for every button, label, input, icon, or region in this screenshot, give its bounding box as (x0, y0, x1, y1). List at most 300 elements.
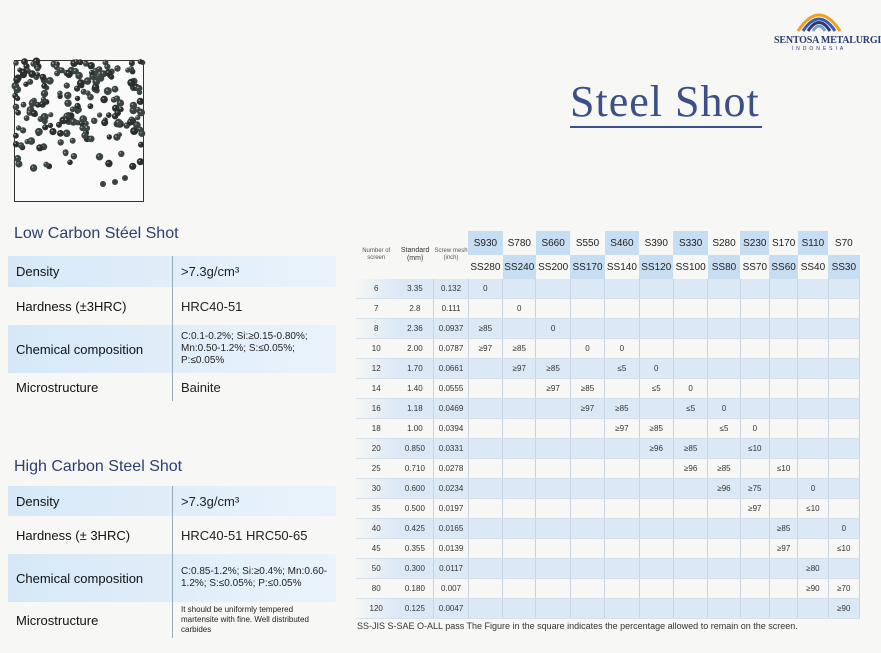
steel-ball-highlight (49, 113, 51, 115)
sieve-cell (740, 539, 769, 559)
jis-grade: SS30 (828, 255, 859, 279)
spec-value: HRC40-51 HRC50-65 (173, 516, 337, 554)
steel-ball-highlight (15, 78, 17, 80)
steel-ball-highlight (55, 72, 57, 74)
screen-number-cell: 10 (356, 339, 396, 359)
sieve-cell (769, 439, 797, 459)
sieve-cell: ≥97 (468, 339, 502, 359)
steel-ball (106, 112, 112, 118)
sieve-cell: 0.0139 (434, 539, 468, 559)
steel-ball-highlight (52, 62, 54, 64)
sieve-cell (503, 519, 536, 539)
sieve-cell (798, 359, 828, 379)
sieve-cell (798, 439, 828, 459)
screen-number-cell: 50 (356, 559, 396, 579)
sieve-cell (605, 519, 639, 539)
steel-ball-highlight (25, 116, 27, 118)
steel-ball (35, 72, 40, 77)
sieve-row (356, 499, 860, 519)
steel-ball-highlight (17, 126, 19, 128)
page-title: Steel Shot (570, 77, 760, 126)
sieve-cell (503, 579, 536, 599)
sieve-cell (570, 279, 604, 299)
sieve-cell (769, 299, 797, 319)
spec-row-hardness (8, 516, 336, 554)
steel-shot-photo (14, 60, 144, 202)
spec-row-density (8, 486, 336, 516)
sieve-row (356, 359, 860, 379)
sieve-cell (639, 339, 673, 359)
sieve-analysis-table (356, 231, 860, 619)
spec-row-hardness (8, 287, 336, 325)
steel-ball (40, 74, 47, 81)
steel-ball (89, 70, 94, 75)
steel-ball-highlight (58, 91, 60, 93)
steel-ball-highlight (136, 116, 138, 118)
sieve-cell (570, 419, 604, 439)
sieve-row (356, 479, 860, 499)
steel-ball-highlight (43, 126, 45, 128)
steel-ball-highlight (112, 98, 114, 100)
brand-sub: INDONESIA (791, 46, 847, 52)
sieve-cell (468, 539, 502, 559)
sieve-cell: 0 (673, 379, 707, 399)
sieve-cell (605, 379, 639, 399)
sieve-cell: ≥97 (605, 419, 639, 439)
steel-ball-highlight (115, 97, 117, 99)
sieve-cell: 0.0937 (434, 319, 468, 339)
steel-ball-highlight (14, 84, 16, 86)
sieve-row (356, 399, 860, 419)
steel-ball (49, 128, 56, 135)
screen-number-cell: 25 (356, 459, 396, 479)
sieve-cell: 0 (828, 519, 859, 539)
sieve-cell (769, 279, 797, 299)
sieve-cell (769, 319, 797, 339)
sieve-cell: 0 (605, 339, 639, 359)
sieve-cell (503, 379, 536, 399)
steel-ball-highlight (36, 67, 38, 69)
steel-ball-highlight (30, 72, 32, 74)
sieve-cell: 0 (798, 479, 828, 499)
steel-ball-highlight (84, 62, 86, 64)
screen-number-cell: 7 (356, 299, 396, 319)
spec-value: >7.3g/cm³ (173, 486, 337, 516)
steel-ball (30, 61, 36, 67)
steel-ball (127, 119, 134, 126)
sieve-cell (740, 299, 769, 319)
steel-ball-highlight (86, 126, 88, 128)
steel-ball-highlight (98, 155, 100, 157)
steel-ball (91, 118, 97, 124)
sieve-cell: 0.007 (434, 579, 468, 599)
steel-ball (27, 79, 33, 85)
steel-ball-highlight (102, 72, 104, 74)
sieve-cell (828, 499, 859, 519)
sieve-cell: ≤5 (673, 399, 707, 419)
sieve-cell (769, 379, 797, 399)
steel-ball (85, 126, 90, 131)
steel-ball-highlight (75, 87, 77, 89)
steel-ball-highlight (59, 132, 61, 134)
steel-ball-highlight (108, 135, 110, 137)
sieve-cell (769, 339, 797, 359)
sieve-cell (570, 559, 604, 579)
steel-ball (71, 153, 77, 159)
steel-ball-highlight (107, 162, 109, 164)
steel-ball-highlight (79, 81, 81, 83)
spec-label: Microstructure (16, 379, 99, 395)
steel-ball-highlight (95, 80, 97, 82)
steel-ball (75, 96, 80, 101)
sieve-cell (536, 279, 570, 299)
spec-row-chemical (8, 325, 336, 373)
shell-logo-icon (794, 5, 844, 35)
sentosa-logo (774, 5, 881, 57)
steel-ball (118, 151, 124, 157)
sieve-cell: 0.425 (396, 519, 433, 539)
sieve-cell (639, 459, 673, 479)
steel-ball-highlight (81, 117, 83, 119)
steel-ball-highlight (119, 108, 121, 110)
mesh-inch-header: Screw mesh (inch) (434, 248, 468, 261)
sieve-cell (798, 279, 828, 299)
sieve-cell (570, 319, 604, 339)
steel-ball-highlight (77, 74, 79, 76)
steel-ball (46, 77, 54, 85)
sieve-cell (503, 419, 536, 439)
low-carbon-title: Low Carbon Stéel Shot (14, 225, 179, 242)
steel-ball-highlight (59, 141, 61, 143)
steel-ball-highlight (139, 100, 141, 102)
steel-ball (64, 92, 71, 99)
steel-ball-highlight (82, 90, 84, 92)
steel-ball (128, 66, 134, 72)
sieve-cell (828, 479, 859, 499)
steel-ball-highlight (31, 62, 33, 64)
sieve-cell (673, 299, 707, 319)
sieve-cell (740, 359, 769, 379)
steel-ball (88, 103, 94, 109)
sieve-cell (503, 399, 536, 419)
sieve-cell (828, 299, 859, 319)
steel-ball (103, 60, 108, 65)
steel-ball-highlight (74, 69, 76, 71)
sieve-cell: ≤10 (740, 439, 769, 459)
steel-ball-highlight (94, 85, 96, 87)
sieve-cell (708, 439, 740, 459)
steel-ball (63, 130, 71, 138)
sieve-cell (639, 559, 673, 579)
steel-ball (133, 121, 141, 129)
sieve-cell: 0.0394 (434, 419, 468, 439)
sieve-cell: 0 (708, 399, 740, 419)
steel-ball (13, 104, 20, 111)
sieve-cell (468, 299, 502, 319)
steel-ball-highlight (68, 161, 70, 163)
sieve-cell (798, 379, 828, 399)
steel-ball-highlight (89, 64, 91, 66)
steel-ball (48, 112, 53, 117)
sieve-row (356, 539, 860, 559)
sieve-cell: 0.0047 (434, 599, 468, 619)
steel-ball-highlight (14, 134, 16, 136)
steel-ball (81, 132, 88, 139)
steel-ball (15, 160, 22, 167)
steel-ball-highlight (72, 154, 74, 156)
sieve-cell (828, 339, 859, 359)
steel-ball-highlight (72, 120, 74, 122)
steel-ball (70, 118, 78, 126)
sieve-cell (673, 519, 707, 539)
sieve-cell: 2.00 (396, 339, 433, 359)
screen-number-cell: 80 (356, 579, 396, 599)
sieve-cell (639, 499, 673, 519)
steel-ball (96, 153, 103, 160)
steel-ball (21, 102, 27, 108)
steel-ball-highlight (116, 67, 118, 69)
sieve-cell: ≥85 (605, 399, 639, 419)
sieve-cell: ≥97 (536, 379, 570, 399)
steel-ball (135, 85, 142, 92)
steel-ball-highlight (129, 67, 131, 69)
steel-ball-highlight (37, 130, 39, 132)
sieve-cell (503, 279, 536, 299)
spec-value: C:0.85-1.2%; Si:≥0.4%; Mn:0.60-1.2%; S:≤0.05%; P:≤0.05% (173, 554, 337, 602)
high-carbon-title: High Carbon Steel Shot (14, 458, 183, 475)
sieve-cell (639, 599, 673, 619)
sieve-cell: ≥85 (468, 319, 502, 339)
steel-ball (43, 162, 49, 168)
sieve-cell (468, 599, 502, 619)
screen-number-cell: 8 (356, 319, 396, 339)
saej-grade: S930 (468, 231, 502, 255)
spec-value: It should be uniformly tempered martensite with fine. Well distributed carbides (173, 602, 337, 638)
steel-ball (92, 83, 99, 90)
spec-value: C:0.1-0.2%; Si:≥0.15-0.80%; Mn:0.50-1.2%; S:≤0.05%; P:≤0.05% (173, 325, 337, 373)
steel-ball (65, 70, 72, 77)
sieve-cell (828, 559, 859, 579)
steel-ball (74, 59, 80, 65)
steel-ball-highlight (115, 135, 117, 137)
steel-ball (129, 163, 136, 170)
sieve-cell (605, 439, 639, 459)
steel-ball (138, 142, 144, 148)
steel-ball-highlight (65, 132, 67, 134)
sieve-row (356, 439, 860, 459)
steel-ball (100, 181, 106, 187)
steel-ball (88, 62, 95, 69)
sieve-cell (673, 539, 707, 559)
steel-ball (13, 76, 20, 83)
steel-ball-highlight (98, 113, 100, 115)
steel-ball-highlight (117, 121, 119, 123)
steel-ball (58, 139, 64, 145)
sieve-row (356, 559, 860, 579)
sieve-cell (536, 399, 570, 419)
steel-ball (41, 90, 48, 97)
sieve-cell: 0 (468, 279, 502, 299)
steel-ball-highlight (132, 104, 134, 106)
steel-ball-highlight (72, 61, 74, 63)
steel-ball-highlight (22, 103, 24, 105)
steel-ball (16, 125, 21, 130)
steel-ball-highlight (89, 137, 91, 139)
sieve-cell: 0.355 (396, 539, 433, 559)
steel-ball (138, 59, 143, 64)
screen-number-cell: 12 (356, 359, 396, 379)
steel-ball-highlight (125, 124, 127, 126)
jis-grade: SS140 (606, 261, 637, 273)
sieve-cell (798, 399, 828, 419)
steel-ball-highlight (14, 105, 16, 107)
sieve-cell (828, 399, 859, 419)
sieve-cell (605, 319, 639, 339)
saej-grade: S170 (771, 237, 796, 249)
saej-grade: S230 (740, 231, 769, 255)
steel-ball-highlight (65, 84, 67, 86)
steel-ball (57, 130, 64, 137)
high-carbon-spec-table (8, 486, 336, 638)
steel-ball (122, 175, 128, 181)
sieve-cell (740, 399, 769, 419)
sieve-cell: ≤5 (708, 419, 740, 439)
sieve-cell (769, 479, 797, 499)
steel-ball-highlight (21, 129, 23, 131)
spec-label: Hardness (±3HRC) (16, 298, 127, 314)
sieve-cell (740, 279, 769, 299)
sieve-cell (708, 319, 740, 339)
sieve-cell (769, 499, 797, 519)
steel-ball-highlight (67, 72, 69, 74)
steel-ball-highlight (89, 104, 91, 106)
sieve-row (356, 419, 860, 439)
jis-grade: SS40 (800, 261, 826, 273)
screen-number-cell: 6 (356, 279, 396, 299)
spec-row-density (8, 256, 336, 287)
steel-ball-highlight (120, 152, 122, 154)
steel-ball-highlight (131, 165, 133, 167)
jis-grade: SS240 (503, 255, 536, 279)
sieve-cell (536, 459, 570, 479)
sieve-cell: 0 (740, 419, 769, 439)
steel-ball-highlight (56, 62, 58, 64)
sieve-cell (605, 559, 639, 579)
steel-ball-highlight (103, 121, 105, 123)
steel-ball (105, 160, 112, 167)
sieve-cell (740, 459, 769, 479)
sieve-cell (503, 559, 536, 579)
steel-ball-highlight (62, 119, 64, 121)
sieve-cell (605, 279, 639, 299)
sieve-cell (570, 359, 604, 379)
sieve-cell (605, 459, 639, 479)
spec-label: Chemical composition (16, 570, 144, 586)
steel-ball (127, 79, 135, 87)
sieve-cell (570, 579, 604, 599)
sieve-cell: 0 (570, 339, 604, 359)
steel-ball (129, 60, 135, 66)
sieve-cell (639, 279, 673, 299)
sieve-cell (639, 539, 673, 559)
steel-ball (28, 70, 36, 78)
steel-ball-highlight (41, 103, 43, 105)
sieve-cell: ≥85 (708, 459, 740, 479)
sieve-cell: ≥90 (798, 579, 828, 599)
sieve-cell (639, 519, 673, 539)
steel-ball (35, 66, 40, 71)
sieve-cell (536, 579, 570, 599)
steel-ball-highlight (22, 71, 24, 73)
sieve-cell: 0.850 (396, 439, 433, 459)
steel-ball-highlight (65, 114, 67, 116)
steel-balls-image (15, 61, 143, 201)
steel-ball (25, 139, 30, 144)
steel-ball (13, 60, 19, 66)
steel-ball-highlight (81, 126, 83, 128)
spec-label: Microstructure (16, 612, 99, 628)
steel-ball (56, 122, 62, 128)
screen-number-cell: 45 (356, 539, 396, 559)
sieve-cell (798, 319, 828, 339)
steel-ball (137, 98, 144, 105)
sieve-cell: 3.35 (396, 279, 433, 299)
sieve-cell: 1.00 (396, 419, 433, 439)
steel-ball-highlight (90, 71, 92, 73)
steel-ball-highlight (16, 88, 18, 90)
screen-number-cell: 14 (356, 379, 396, 399)
sieve-cell (673, 419, 707, 439)
steel-ball-highlight (43, 115, 45, 117)
sieve-cell (536, 519, 570, 539)
steel-ball (64, 83, 70, 89)
saej-grade: S70 (834, 237, 853, 249)
sieve-cell (605, 299, 639, 319)
steel-ball-highlight (139, 60, 141, 62)
sieve-cell: ≤10 (769, 459, 797, 479)
jis-grade: SS120 (639, 255, 673, 279)
screen-number-cell: 20 (356, 439, 396, 459)
sieve-row (356, 279, 860, 299)
sieve-row (356, 599, 860, 619)
sieve-cell (639, 319, 673, 339)
jis-grade: SS70 (742, 261, 768, 273)
sieve-cell (798, 419, 828, 439)
sieve-table-body (356, 279, 860, 619)
steel-ball (85, 90, 90, 95)
sieve-cell: 0.0555 (434, 379, 468, 399)
sieve-cell (708, 379, 740, 399)
screen-number-cell: 35 (356, 499, 396, 519)
saej-grade: S460 (605, 231, 639, 255)
sieve-cell: ≥96 (708, 479, 740, 499)
steel-ball (30, 164, 37, 171)
sieve-cell: ≥75 (740, 479, 769, 499)
steel-ball (41, 83, 47, 89)
steel-ball (117, 99, 124, 106)
sieve-cell: 0.0234 (434, 479, 468, 499)
sieve-cell (605, 579, 639, 599)
sieve-cell: 1.70 (396, 359, 433, 379)
sieve-cell (570, 299, 604, 319)
saej-grade: S110 (798, 231, 828, 255)
steel-ball-highlight (129, 120, 131, 122)
sieve-cell (740, 319, 769, 339)
sieve-cell: 0.0117 (434, 559, 468, 579)
steel-ball-highlight (38, 146, 40, 148)
steel-ball (100, 96, 108, 104)
sieve-cell (673, 339, 707, 359)
